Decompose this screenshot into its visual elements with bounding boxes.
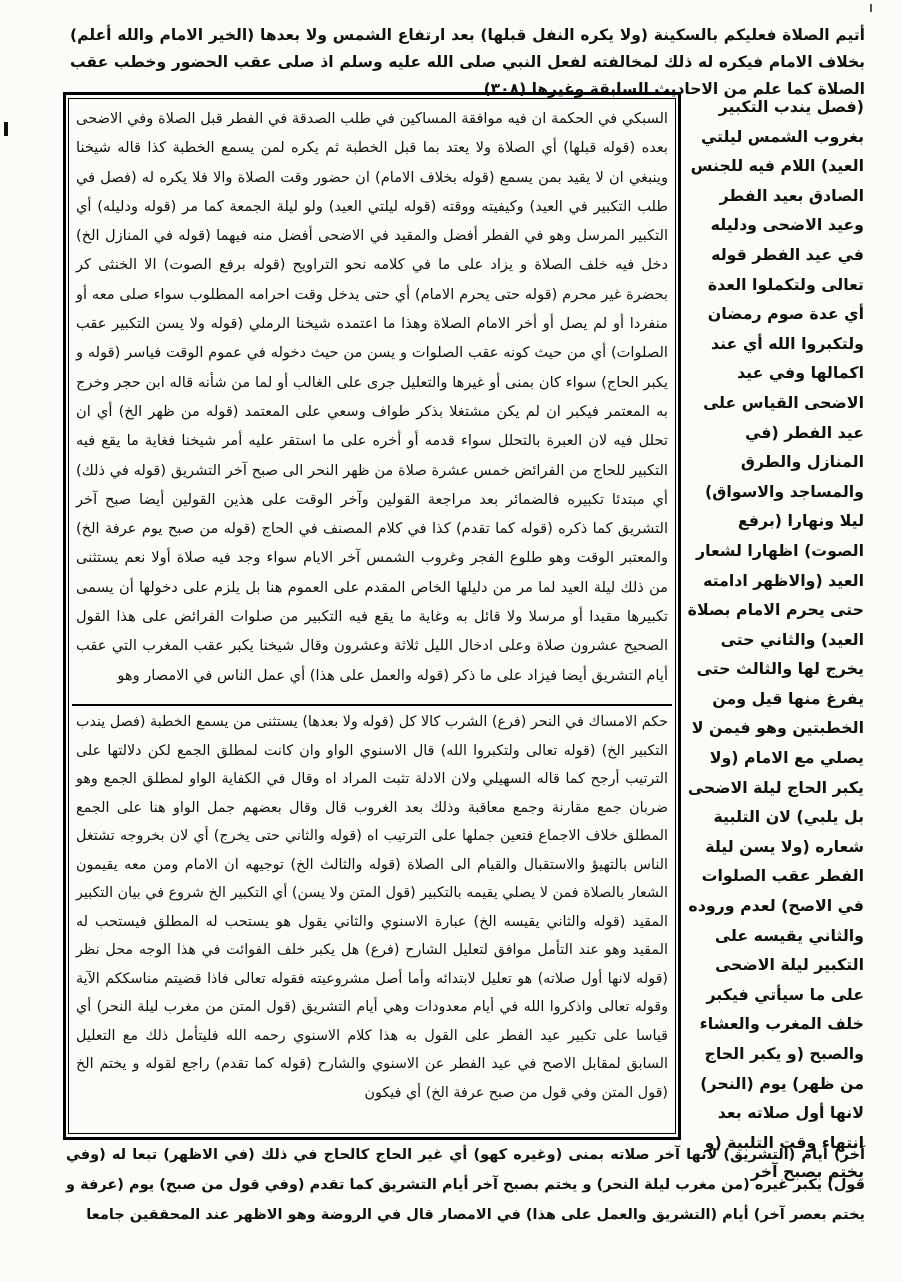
- page-number: (٣٠٨): [483, 80, 527, 98]
- margin-commentary-bottom: آخر) أيام (التشريق) لانها آخر صلاته بمنى (وغيره كهو) أي غير الحاج كالحاج في ذلك (في الاظهر) تبعا له (وفي قول) يكبر غيره (من مغرب ليلة النحر) و يختم بصبح آخر أيام التشريق كما تقدم (وفي قول من صبح) يوم (عرفة و يختم بعصر آخر) أيام (التشريق والعمل على هذا) في الامصار قال في الروضة وهو الاظهر عند المحققين جامعا: [66, 1147, 865, 1223]
- bottom-margin-text: [66, 1140, 865, 1230]
- top-margin-text: [70, 22, 865, 103]
- scan-speck: [870, 4, 872, 12]
- main-text: (فصل يندب التكبير بغروب الشمس ليلتي العيد) اللام فيه للجنس الصادق بعيد الفطر وعيد الاضحى ودليله في عيد الفطر قوله تعالى ولتكملوا العدة أي عدة صوم رمضان ولتكبروا الله أي عند اكمالها وفي عيد الاضحى القياس على عيد الفطر (في المنازل والطرق والمساجد والاسواق) ليلا ونهارا (برفع الصوت) اظهارا لشعار العيد (والاظهر ادامته حتى يحرم الامام بصلاة العيد) والثاني حتى يخرج لها والثالث حتى يفرغ منها قيل ومن الخطبتين وهو فيمن لا يصلي مع الامام (ولا يكبر الحاج ليلة الاضحى بل يلبي) لان التلبية شعاره (ولا يسن ليلة الفطر عقب الصلوات في الاصح) لعدم وروده والثاني يقيسه على التكبير ليلة الاضحى على ما سيأتي فيكبر خلف المغرب والعشاء والصبح (و يكبر الحاج من ظهر) يوم (النحر) لانها أول صلاته بعد انتهاء وقت التلبية (و يختم بصبح آخر: [687, 97, 864, 1182]
- commentary-lower-text: حكم الامساك في النحر (فرع) الشرب كالا كل (قوله ولا بعدها) يستثنى من يسمع الخطبة (فصل يندب التكبير الخ) (قوله تعالى ولتكبروا الله) قال الاسنوي الواو وان كانت لمطلق الجمع لكن دلالتها على الترتيب أرجح كما قاله السهيلي ولان الادلة تثبت المراد اه وقال في الكفاية الواو لمطلق الجمع وهو ضربان جمع مقارنة وجمع معاقبة وذلك بعد الغروب قال وقال بعضهم جمل الواو هنا على الجمع المطلق خلاف الاجماع فتعين جملها على الترتيب اه (قوله والثاني حتى يخرج) أي لان بخروجه تشتغل الناس بالتهيؤ والاستقبال والقيام الى الصلاة (قوله والثالث الخ) توجيهه ان الامام ومن معه يقيمون الشعار بالصلاة فمن لا يصلي يقيمه بالتكبير (قول المتن ولا يسن) أي التكبير الخ شروع في بيان التكبير المقيد (قوله والثاني يقيسه الخ) عبارة الاسنوي والثاني يقول هو يستحب له المطلق فيستحب له المقيد وهو عند التأمل موافق لتعليل الشارح (فرع) هل يكبر خلف الفوائت في هذا الوجه محل نظر (قوله لانها أول صلاته) هو تعليل لابتدائه وأما أصل مشروعيته فقوله تعالى فاذا قضيتم مناسككم الآية وقوله تعالى واذكروا الله في أيام معدودات وهي أيام التشريق (قول المتن من مغرب ليلة النحر) أي قياسا على تكبير عيد الفطر على القول به هذا كلام الاسنوي رحمه الله فليتأمل ذلك مع التعليل السابق لمقابل الاصح في عيد الفطر عن الاسنوي والشارح (قوله كما تقدم) راجع لقوله و يختم الخ (قول المتن وفي قول من صبح عرفة الخ) أي فيكون: [76, 714, 668, 1101]
- section-divider: [72, 704, 672, 706]
- margin-commentary-top: أتيم الصلاة فعليكم بالسكينة (ولا يكره النفل قبلها) بعد ارتفاع الشمس ولا بعدها (الخير الامام والله أعلم) بخلاف الامام فيكره له ذلك لمخالفته لفعل النبي صلى الله عليه وسلم اذ صلى عقب الحضور وخطب عقب الصلاة كما علم من الاحاديث السابقة وغيرها: [70, 26, 865, 98]
- commentary-upper-text: السبكي في الحكمة ان فيه موافقة المساكين في طلب الصدقة في الفطر قبل الصلاة وفي الاضحى بعده (قوله قبلها) أي الصلاة ولا يعتد بما قبل الخطبة ثم يكره لمن يسمع الخطبة كذا قاله شيخنا وينبغي ان لا يقيد بمن يسمع (قوله بخلاف الامام) ان حضور وقت الصلاة والا فلا يكره له (فصل في طلب التكبير في العيد) وكيفيته ووقته (قوله ليلتي العيد) ولو ليلة الجمعة كما مر (قوله ودليله) أي التكبير المرسل وهو في الفطر أفضل والمقيد في الاضحى أفضل منه فيهما (قوله في المنازل الخ) دخل فيه خلف الصلاة و يزاد على ما في كلامه نحو التراويح (قوله برفع الصوت) الا الخنثى كر بحضرة غير محرم (قوله حتى يحرم الامام) أي حتى يدخل وقت احرامه المطلوب سواء صلى معه أو منفردا أو لم يصل أو أخر الامام الصلاة وهذا ما اعتمده شيخنا الرملي (قوله ولا يسن التكبير عقب الصلوات) أي من حيث كونه عقب الصلوات و يسن من حيث دخوله في عموم الوقت فياسر (قوله و يكبر الحاج) سواء كان بمنى أو غيرها والتعليل جرى على الغالب أو لما من شأنه قاله ابن حجر وخرج به المعتمر فيكبر ان لم يكن مشتغلا بذكر طواف وسعي على المعتمد (قوله من ظهر الخ) أي ان تحلل فيه لان العبرة بالتحلل سواء قدمه أو أخره على ما استقر عليه أمر شيخنا فغاية ما يقع فيه التكبير للحاج من الفرائض خمس عشرة صلاة من ظهر النحر الى صبح آخر التشريق (قوله في ذلك) أي مبتدئا تكبيره فالضمائر بعد مراجعة القولين وآخر الوقت على هذين القولين أيضا صبح آخر التشريق كما ذكره (قوله كما تقدم) كذا في كلام المصنف في الحاج (قوله من صبح يوم عرفة الخ) والمعتبر الوقت وهو طلوع الفجر وغروب الشمس آخر الايام سواء وجد فيه صلاة أولا نعم يستثنى من ذلك ليلة العيد لما مر من دليلها الخاص المقدم على العموم هنا بل يلزم على دخولها أن يسمى تكبيرها مقيدا أو مرسلا ولا قائل به وغاية ما يقع فيه التكبير من صلوات الفرائض على هذا القول الصحيح عشرون صلاة وعلى ادخال الليل ثلاثة وعشرون وقال شيخنا يكبر عقب المغرب التي عقب أيام التشريق أيضا فيزاد على ما ذكر (قوله والعمل على هذا) أي عمل الناس في الامصار وهو: [76, 110, 668, 684]
- binding-mark: [4, 122, 8, 136]
- commentary-box-upper: [76, 104, 668, 700]
- main-text-column: [686, 92, 864, 1182]
- commentary-box-lower: [76, 708, 668, 1130]
